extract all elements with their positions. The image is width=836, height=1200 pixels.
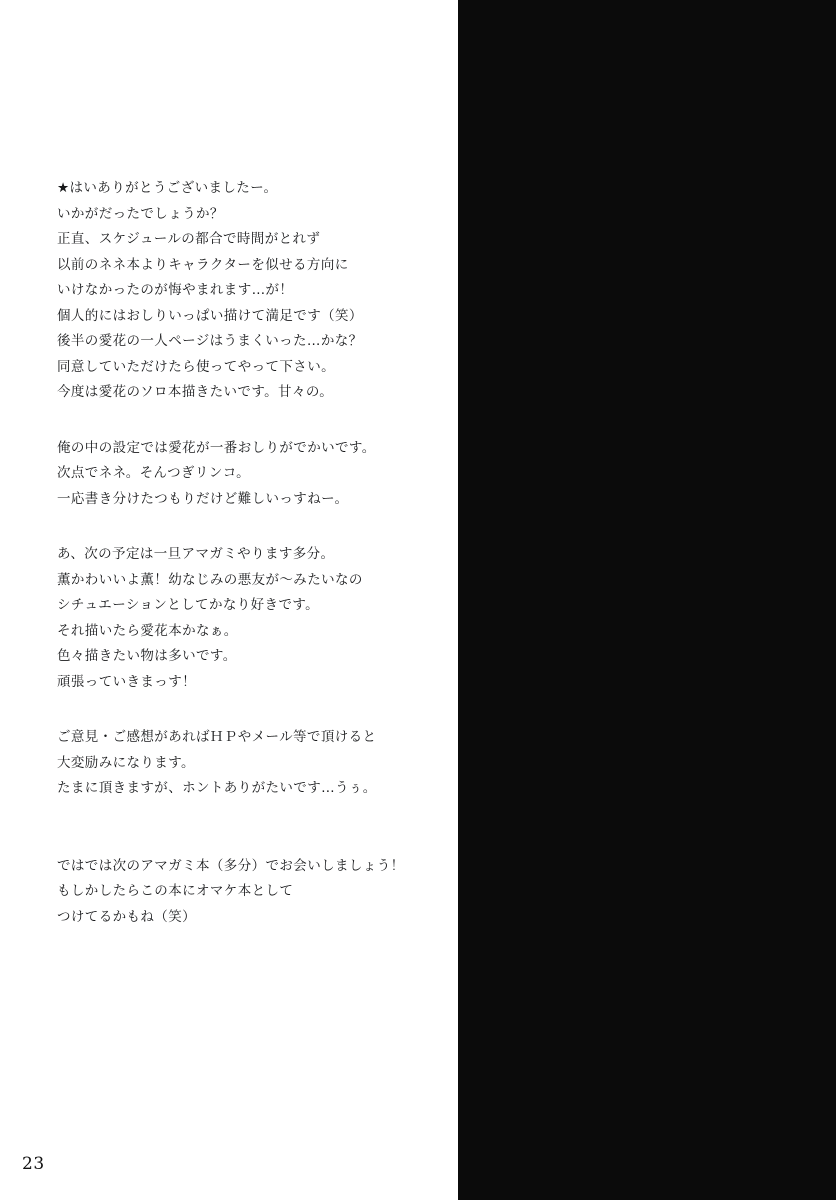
text-line: 今度は愛花のソロ本描きたいです。甘々の。 [57,384,334,400]
text-line: 後半の愛花の一人ページはうまくいった…かな？ [57,333,363,349]
text-line: 大変励みになります。 [57,754,195,771]
text-line: シチュエーションとしてかなり好きです。 [57,597,320,613]
text-line: 頑張っていきまっす！ [57,673,196,690]
afterword-paragraph-3 [57,542,417,695]
text-line: たまに頂きますが、ホントありがたいです…うぅ。 [57,780,377,796]
afterword-paragraph-5 [57,854,417,931]
afterword-paragraph-4 [57,725,417,802]
text-line: 正直、スケジュールの都合で時間がとれず [57,231,321,247]
text-line: 一応書き分けたつもりだけど難しいっすねー。 [57,490,349,507]
text-line: ではでは次のアマガミ本（多分）でお会いしましょう！ [57,857,405,874]
text-line: 俺の中の設定では愛花が一番おしりがでかいです。 [57,439,376,456]
text-line: 同意していただけたら使ってやって下さい。 [57,358,335,375]
dark-page-panel [458,0,836,1200]
afterword-text-block [57,176,417,930]
text-line: それ描いたら愛花本かなぁ。 [57,622,238,639]
afterword-paragraph-1 [57,176,417,406]
page-number: 23 [22,1154,45,1174]
text-line: もしかしたらこの本にオマケ本として [57,883,294,899]
afterword-paragraph-2 [57,436,417,513]
text-line: いけなかったのが悔やまれます…が！ [57,282,294,298]
text-line: いかがだったでしょうか？ [57,205,224,222]
text-line: あ、次の予定は一旦アマガミやります多分。 [57,546,335,562]
text-line: ご意見・ご感想があればＨＰやメール等で頂けると [57,729,377,745]
text-line: 以前のネネ本よりキャラクターを似せる方向に [57,256,349,273]
text-line: 薫かわいいよ薫！幼なじみの悪友が～みたいなの [57,571,363,588]
text-line: 個人的にはおしりいっぱい描けて満足です（笑） [57,307,363,324]
text-line: 色々描きたい物は多いです。 [57,648,237,664]
text-line: 次点でネネ。そんつぎリンコ。 [57,465,250,481]
text-line: ★はいありがとうございましたー。 [57,180,278,196]
text-line: つけてるかもね（笑） [57,908,196,925]
